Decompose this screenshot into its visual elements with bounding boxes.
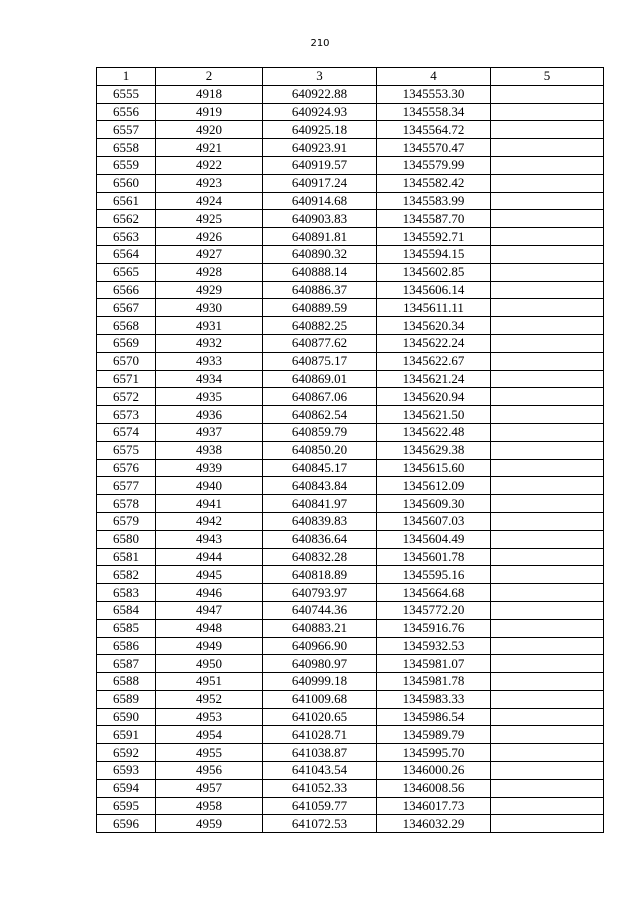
table-row (97, 423, 604, 441)
table-row (97, 584, 604, 602)
table-row (97, 210, 604, 228)
table-cell-col-3: 641043.54 (263, 762, 377, 780)
table-row (97, 245, 604, 263)
table-row (97, 317, 604, 335)
table-cell-col-5 (491, 228, 604, 246)
table-cell-col-2: 4950 (156, 655, 263, 673)
table-cell-col-5 (491, 245, 604, 263)
table-cell-col-2: 4944 (156, 548, 263, 566)
table-cell-col-3: 640888.14 (263, 263, 377, 281)
table-cell-col-1: 6568 (97, 317, 156, 335)
table-cell-col-2: 4956 (156, 762, 263, 780)
table-cell-col-3: 640922.88 (263, 85, 377, 103)
table-cell-col-3: 641009.68 (263, 690, 377, 708)
table-cell-col-2: 4929 (156, 281, 263, 299)
table-cell-col-5 (491, 690, 604, 708)
table-cell-col-2: 4942 (156, 512, 263, 530)
table-row (97, 334, 604, 352)
table-cell-col-1: 6567 (97, 299, 156, 317)
table-cell-col-3: 640966.90 (263, 637, 377, 655)
table-cell-col-2: 4921 (156, 139, 263, 157)
table-cell-col-2: 4945 (156, 566, 263, 584)
table-row (97, 601, 604, 619)
table-cell-col-1: 6570 (97, 352, 156, 370)
table-row (97, 263, 604, 281)
table-row (97, 495, 604, 513)
table-cell-col-2: 4936 (156, 406, 263, 424)
table-cell-col-2: 4928 (156, 263, 263, 281)
table-cell-col-1: 6557 (97, 121, 156, 139)
table-cell-col-1: 6564 (97, 245, 156, 263)
table-cell-col-2: 4953 (156, 708, 263, 726)
table-cell-col-1: 6572 (97, 388, 156, 406)
table-cell-col-2: 4920 (156, 121, 263, 139)
table-cell-col-2: 4923 (156, 174, 263, 192)
table-cell-col-4: 1346017.73 (377, 797, 491, 815)
table-cell-col-1: 6560 (97, 174, 156, 192)
table-row (97, 726, 604, 744)
table-cell-col-3: 640845.17 (263, 459, 377, 477)
table-cell-col-2: 4951 (156, 673, 263, 691)
table-cell-col-1: 6556 (97, 103, 156, 121)
table-cell-col-3: 640850.20 (263, 441, 377, 459)
table-cell-col-3: 640914.68 (263, 192, 377, 210)
table-cell-col-5 (491, 441, 604, 459)
table-row (97, 673, 604, 691)
table-cell-col-2: 4957 (156, 779, 263, 797)
table-cell-col-3: 640882.25 (263, 317, 377, 335)
table-cell-col-4: 1345583.99 (377, 192, 491, 210)
coordinates-table (96, 67, 604, 833)
table-cell-col-5 (491, 459, 604, 477)
table-cell-col-1: 6575 (97, 441, 156, 459)
table-cell-col-5 (491, 192, 604, 210)
table-cell-col-2: 4946 (156, 584, 263, 602)
table-cell-col-4: 1345582.42 (377, 174, 491, 192)
table-cell-col-4: 1345611.11 (377, 299, 491, 317)
table-cell-col-3: 641052.33 (263, 779, 377, 797)
table-row (97, 619, 604, 637)
table-cell-col-5 (491, 797, 604, 815)
table-cell-col-1: 6581 (97, 548, 156, 566)
table-row (97, 548, 604, 566)
table-row (97, 744, 604, 762)
table-row (97, 797, 604, 815)
table-row (97, 690, 604, 708)
table-cell-col-5 (491, 815, 604, 833)
table-cell-col-3: 641072.53 (263, 815, 377, 833)
table-cell-col-3: 640841.97 (263, 495, 377, 513)
table-cell-col-5 (491, 139, 604, 157)
table-cell-col-4: 1345594.15 (377, 245, 491, 263)
table-cell-col-4: 1345621.24 (377, 370, 491, 388)
table-cell-col-4: 1345587.70 (377, 210, 491, 228)
table-row (97, 655, 604, 673)
table-cell-col-1: 6571 (97, 370, 156, 388)
table-cell-col-1: 6580 (97, 530, 156, 548)
table-cell-col-5 (491, 406, 604, 424)
table-cell-col-5 (491, 495, 604, 513)
table-cell-col-5 (491, 566, 604, 584)
table-cell-col-5 (491, 281, 604, 299)
table-cell-col-3: 640886.37 (263, 281, 377, 299)
table-cell-col-2: 4930 (156, 299, 263, 317)
table-cell-col-5 (491, 477, 604, 495)
table-cell-col-1: 6578 (97, 495, 156, 513)
table-cell-col-4: 1345606.14 (377, 281, 491, 299)
table-cell-col-1: 6588 (97, 673, 156, 691)
table-cell-col-5 (491, 210, 604, 228)
table-cell-col-5 (491, 388, 604, 406)
table-cell-col-4: 1345995.70 (377, 744, 491, 762)
table-cell-col-1: 6559 (97, 156, 156, 174)
table-cell-col-4: 1345989.79 (377, 726, 491, 744)
table-row (97, 477, 604, 495)
table-cell-col-5 (491, 762, 604, 780)
table-cell-col-4: 1345604.49 (377, 530, 491, 548)
table-cell-col-1: 6579 (97, 512, 156, 530)
table-cell-col-4: 1345981.07 (377, 655, 491, 673)
table-cell-col-2: 4926 (156, 228, 263, 246)
table-cell-col-2: 4955 (156, 744, 263, 762)
table-cell-col-1: 6558 (97, 139, 156, 157)
table-cell-col-1: 6592 (97, 744, 156, 762)
table-cell-col-5 (491, 530, 604, 548)
table-row (97, 139, 604, 157)
table-cell-col-4: 1345622.67 (377, 352, 491, 370)
table-row (97, 762, 604, 780)
table-row (97, 637, 604, 655)
table-cell-col-4: 1345622.24 (377, 334, 491, 352)
table-row (97, 156, 604, 174)
table-cell-col-5 (491, 352, 604, 370)
table-cell-col-5 (491, 619, 604, 637)
table-cell-col-4: 1345620.34 (377, 317, 491, 335)
table-cell-col-3: 641059.77 (263, 797, 377, 815)
table-cell-col-3: 640924.93 (263, 103, 377, 121)
table-cell-col-1: 6594 (97, 779, 156, 797)
table-cell-col-5 (491, 655, 604, 673)
table-cell-col-2: 4948 (156, 619, 263, 637)
table-cell-col-1: 6561 (97, 192, 156, 210)
table-cell-col-3: 640818.89 (263, 566, 377, 584)
table-cell-col-3: 640980.97 (263, 655, 377, 673)
table-cell-col-4: 1345592.71 (377, 228, 491, 246)
table-cell-col-4: 1346032.29 (377, 815, 491, 833)
table-cell-col-3: 640890.32 (263, 245, 377, 263)
table-cell-col-3: 640836.64 (263, 530, 377, 548)
table-cell-col-2: 4952 (156, 690, 263, 708)
table-cell-col-2: 4938 (156, 441, 263, 459)
table-row (97, 85, 604, 103)
table-cell-col-2: 4931 (156, 317, 263, 335)
table-cell-col-5 (491, 708, 604, 726)
table-cell-col-3: 641020.65 (263, 708, 377, 726)
table-cell-col-2: 4927 (156, 245, 263, 263)
table-cell-col-4: 1345981.78 (377, 673, 491, 691)
table-cell-col-3: 640999.18 (263, 673, 377, 691)
table-cell-col-3: 640859.79 (263, 423, 377, 441)
table-cell-col-2: 4918 (156, 85, 263, 103)
table-cell-col-1: 6576 (97, 459, 156, 477)
table-cell-col-3: 640891.81 (263, 228, 377, 246)
table-cell-col-4: 1345595.16 (377, 566, 491, 584)
table-cell-col-3: 640883.21 (263, 619, 377, 637)
table-cell-col-4: 1345916.76 (377, 619, 491, 637)
table-row (97, 121, 604, 139)
table-row (97, 352, 604, 370)
table-cell-col-1: 6573 (97, 406, 156, 424)
table-cell-col-3: 640869.01 (263, 370, 377, 388)
table-row (97, 815, 604, 833)
table-cell-col-4: 1345772.20 (377, 601, 491, 619)
table-cell-col-2: 4959 (156, 815, 263, 833)
table-cell-col-2: 4943 (156, 530, 263, 548)
table-cell-col-5 (491, 584, 604, 602)
table-row (97, 388, 604, 406)
table-cell-col-4: 1345601.78 (377, 548, 491, 566)
table-row (97, 530, 604, 548)
table-row (97, 512, 604, 530)
table-cell-col-4: 1345983.33 (377, 690, 491, 708)
table-cell-col-1: 6574 (97, 423, 156, 441)
table-body (97, 85, 604, 832)
table-cell-col-4: 1345932.53 (377, 637, 491, 655)
table-cell-col-1: 6569 (97, 334, 156, 352)
table-cell-col-3: 640832.28 (263, 548, 377, 566)
table-cell-col-5 (491, 263, 604, 281)
table-cell-col-1: 6585 (97, 619, 156, 637)
table-cell-col-5 (491, 726, 604, 744)
table-cell-col-4: 1345664.68 (377, 584, 491, 602)
table-cell-col-4: 1345621.50 (377, 406, 491, 424)
table-cell-col-3: 640793.97 (263, 584, 377, 602)
table-row (97, 406, 604, 424)
table-header-row (97, 68, 604, 86)
table-cell-col-3: 640839.83 (263, 512, 377, 530)
table-cell-col-1: 6595 (97, 797, 156, 815)
table-cell-col-1: 6596 (97, 815, 156, 833)
table-cell-col-1: 6577 (97, 477, 156, 495)
table-cell-col-2: 4925 (156, 210, 263, 228)
table-row (97, 566, 604, 584)
table-row (97, 174, 604, 192)
table-cell-col-2: 4935 (156, 388, 263, 406)
table-cell-col-5 (491, 601, 604, 619)
column-header-2: 2 (156, 68, 263, 86)
table-cell-col-1: 6587 (97, 655, 156, 673)
table-cell-col-3: 640925.18 (263, 121, 377, 139)
table-cell-col-2: 4949 (156, 637, 263, 655)
table-cell-col-4: 1345620.94 (377, 388, 491, 406)
table-cell-col-5 (491, 370, 604, 388)
table-cell-col-3: 640867.06 (263, 388, 377, 406)
table-row (97, 103, 604, 121)
table-cell-col-2: 4937 (156, 423, 263, 441)
table-cell-col-5 (491, 423, 604, 441)
table-cell-col-4: 1345622.48 (377, 423, 491, 441)
table-cell-col-2: 4940 (156, 477, 263, 495)
table-cell-col-4: 1345609.30 (377, 495, 491, 513)
column-header-1: 1 (97, 68, 156, 86)
table-cell-col-2: 4919 (156, 103, 263, 121)
table-cell-col-3: 640875.17 (263, 352, 377, 370)
table-cell-col-2: 4933 (156, 352, 263, 370)
table-cell-col-1: 6593 (97, 762, 156, 780)
table-cell-col-2: 4924 (156, 192, 263, 210)
table-cell-col-1: 6562 (97, 210, 156, 228)
table-cell-col-5 (491, 317, 604, 335)
table-cell-col-4: 1345612.09 (377, 477, 491, 495)
table-cell-col-5 (491, 548, 604, 566)
table-cell-col-4: 1345570.47 (377, 139, 491, 157)
table-cell-col-2: 4958 (156, 797, 263, 815)
table-cell-col-5 (491, 299, 604, 317)
table-cell-col-5 (491, 744, 604, 762)
page-number: 210 (310, 38, 330, 49)
table-row (97, 299, 604, 317)
table-cell-col-1: 6582 (97, 566, 156, 584)
table-cell-col-4: 1345986.54 (377, 708, 491, 726)
table-cell-col-3: 640919.57 (263, 156, 377, 174)
table-cell-col-5 (491, 156, 604, 174)
table-cell-col-1: 6566 (97, 281, 156, 299)
table-cell-col-4: 1345607.03 (377, 512, 491, 530)
table-cell-col-4: 1345602.85 (377, 263, 491, 281)
table-cell-col-1: 6563 (97, 228, 156, 246)
table-cell-col-2: 4954 (156, 726, 263, 744)
table-cell-col-3: 641028.71 (263, 726, 377, 744)
table-cell-col-5 (491, 512, 604, 530)
table-cell-col-4: 1345629.38 (377, 441, 491, 459)
table-row (97, 459, 604, 477)
table-cell-col-3: 640917.24 (263, 174, 377, 192)
table-row (97, 228, 604, 246)
table-cell-col-1: 6583 (97, 584, 156, 602)
table-cell-col-5 (491, 121, 604, 139)
table-cell-col-1: 6584 (97, 601, 156, 619)
column-header-3: 3 (263, 68, 377, 86)
table-cell-col-1: 6586 (97, 637, 156, 655)
table-row (97, 441, 604, 459)
table-cell-col-4: 1345558.34 (377, 103, 491, 121)
table-cell-col-3: 640903.83 (263, 210, 377, 228)
table-cell-col-5 (491, 637, 604, 655)
table-cell-col-4: 1345615.60 (377, 459, 491, 477)
table-cell-col-5 (491, 334, 604, 352)
table-row (97, 708, 604, 726)
table-cell-col-1: 6589 (97, 690, 156, 708)
table-cell-col-4: 1346000.26 (377, 762, 491, 780)
table-cell-col-4: 1345553.30 (377, 85, 491, 103)
column-header-4: 4 (377, 68, 491, 86)
table-cell-col-5 (491, 85, 604, 103)
table-cell-col-2: 4941 (156, 495, 263, 513)
table-cell-col-2: 4932 (156, 334, 263, 352)
table-cell-col-3: 640923.91 (263, 139, 377, 157)
table-cell-col-3: 640862.54 (263, 406, 377, 424)
table-cell-col-5 (491, 174, 604, 192)
table-row (97, 281, 604, 299)
table-cell-col-4: 1346008.56 (377, 779, 491, 797)
table-row (97, 779, 604, 797)
table-cell-col-3: 641038.87 (263, 744, 377, 762)
table-cell-col-1: 6591 (97, 726, 156, 744)
table-cell-col-5 (491, 103, 604, 121)
table-cell-col-2: 4947 (156, 601, 263, 619)
table-cell-col-5 (491, 673, 604, 691)
table-row (97, 370, 604, 388)
table-cell-col-4: 1345579.99 (377, 156, 491, 174)
table-cell-col-3: 640889.59 (263, 299, 377, 317)
table-cell-col-2: 4922 (156, 156, 263, 174)
table-cell-col-2: 4934 (156, 370, 263, 388)
table-cell-col-1: 6565 (97, 263, 156, 281)
table-cell-col-4: 1345564.72 (377, 121, 491, 139)
table-cell-col-1: 6590 (97, 708, 156, 726)
table-cell-col-1: 6555 (97, 85, 156, 103)
table-cell-col-5 (491, 779, 604, 797)
table-cell-col-3: 640744.36 (263, 601, 377, 619)
table-cell-col-2: 4939 (156, 459, 263, 477)
table-cell-col-3: 640877.62 (263, 334, 377, 352)
table-cell-col-3: 640843.84 (263, 477, 377, 495)
column-header-5: 5 (491, 68, 604, 86)
table-row (97, 192, 604, 210)
